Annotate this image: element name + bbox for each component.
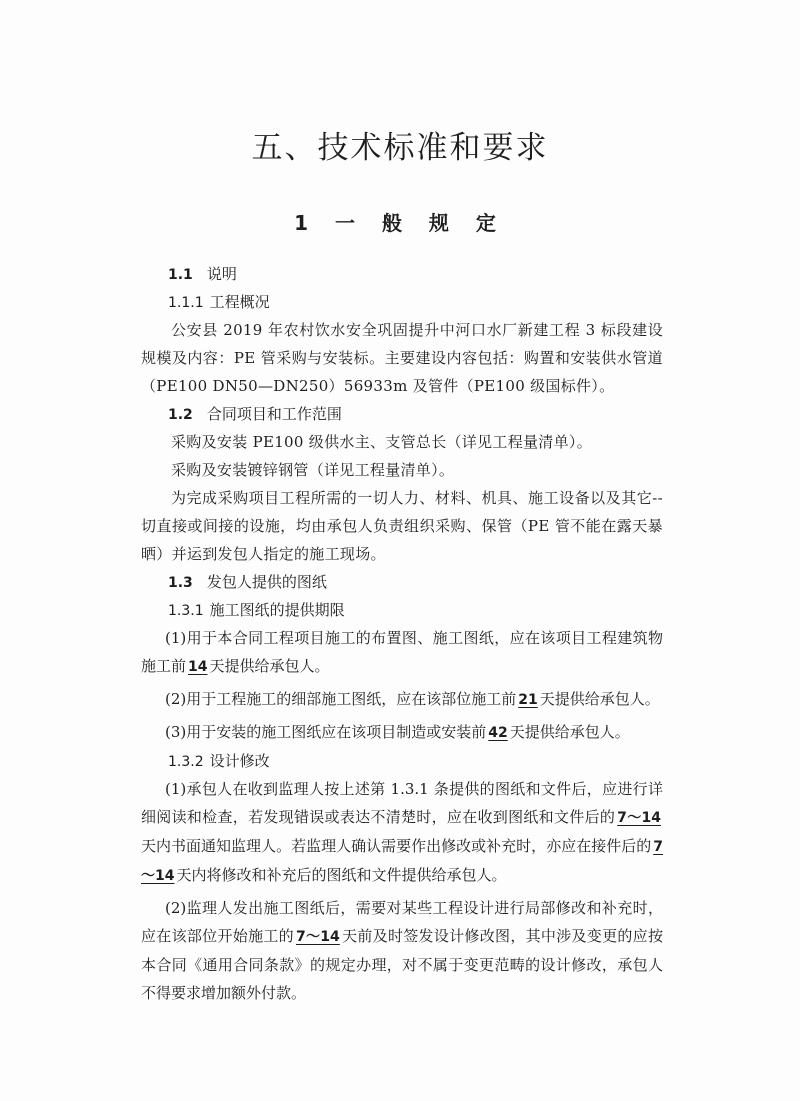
subsection-number: 1.3.2 bbox=[168, 754, 204, 770]
document-body bbox=[141, 260, 663, 1007]
drawing-item-2 bbox=[141, 685, 663, 714]
section-heading-1-2 bbox=[141, 400, 663, 428]
scope-paragraph-2: 采购及安装镀锌钢管（详见工程量清单）。 bbox=[171, 461, 455, 479]
item-text: (1)承包人在收到监理人按上述第 1.3.1 条提供的图纸和文件后，应进行详细阅读和检查，若发现错误或表达不清楚时，应在收到图纸和文件后的 bbox=[141, 780, 663, 826]
section-title: 合同项目和工作范围 bbox=[206, 405, 342, 423]
item-text: 天内将修改和补充后的图纸和文件提供给承包人。 bbox=[176, 866, 507, 884]
days-value: 14 bbox=[188, 659, 208, 675]
days-value: 7～14 bbox=[617, 810, 661, 826]
days-value: 7～14 bbox=[141, 839, 663, 884]
subsection-number: 1.3.1 bbox=[168, 603, 204, 619]
main-title: 五、技术标准和要求 bbox=[251, 130, 549, 166]
subsection-title: 设计修改 bbox=[209, 752, 270, 770]
item-text: 天内书面通知监理人。若监理人确认需要作出修改或补充时，亦应在接件后的 bbox=[141, 837, 652, 855]
subsection-heading-1-3-2 bbox=[141, 747, 663, 775]
section-heading-1-3 bbox=[141, 568, 663, 596]
item-text: (2)监理人发出施工图纸后，需要对某些工程设计进行局部修改和补充时，应在该部位开始施工的 bbox=[141, 899, 663, 945]
section-heading-1-1 bbox=[141, 260, 663, 288]
section-title: 发包人提供的图纸 bbox=[206, 573, 327, 591]
section-number: 1.3 bbox=[168, 575, 193, 591]
subsection-heading-1-1-1 bbox=[141, 288, 663, 316]
modification-item-1 bbox=[141, 775, 663, 890]
section-number: 1.1 bbox=[168, 267, 193, 283]
drawing-item-3 bbox=[141, 718, 663, 747]
modification-item-2 bbox=[141, 894, 663, 1007]
days-value: 42 bbox=[488, 725, 508, 741]
subsection-number: 1.1.1 bbox=[168, 295, 204, 311]
drawing-item-1 bbox=[141, 624, 663, 681]
item-text: (3)用于安装的施工图纸应在该项目制造或安装前 bbox=[165, 723, 487, 741]
scope-paragraph-1: 采购及安装 PE100 级供水主、支管总长（详见工程量清单）。 bbox=[171, 433, 593, 451]
item-text: 天提供给承包人。 bbox=[509, 723, 630, 741]
subsection-title: 工程概况 bbox=[209, 293, 270, 311]
subsection-heading-1-3-1 bbox=[141, 596, 663, 624]
item-text: (1)用于本合同工程项目施工的布置图、施工图纸，应在该项目工程建筑物施工前 bbox=[141, 629, 663, 675]
scope-paragraph-3: 为完成采购项目工程所需的一切人力、材料、机具、施工设备以及其它--切直接或间接的设施，均由承包人负责组织采购、保管（PE 管不能在露天暴晒）并运到发包人指定的施工现场。 bbox=[141, 489, 663, 563]
section-title: 说明 bbox=[206, 265, 237, 283]
item-text: 天提供给承包人。 bbox=[539, 690, 660, 708]
days-value: 7～14 bbox=[295, 929, 340, 945]
days-value: 21 bbox=[518, 692, 538, 708]
project-overview-paragraph: 公安县 2019 年农村饮水安全巩固提升中河口水厂新建工程 3 标段建设规模及内容：PE 管采购与安装标。主要建设内容包括：购置和安装供水管道（PE100 DN50—DN250）56933m 及管件（PE100 级国标件）。 bbox=[141, 321, 663, 395]
chapter-title: 1 一 般 规 定 bbox=[294, 211, 506, 235]
section-number: 1.2 bbox=[168, 407, 193, 423]
item-text: (2)用于工程施工的细部施工图纸，应在该部位施工前 bbox=[165, 690, 517, 708]
item-text: 天前及时签发设计修改图，其中涉及变更的应按本合同《通用合同条款》的规定办理，对不属于变更范畴的设计修改，承包人不得要求增加额外付款。 bbox=[141, 927, 663, 1002]
item-text: 天提供给承包人。 bbox=[209, 657, 330, 675]
subsection-title: 施工图纸的提供期限 bbox=[209, 601, 345, 619]
